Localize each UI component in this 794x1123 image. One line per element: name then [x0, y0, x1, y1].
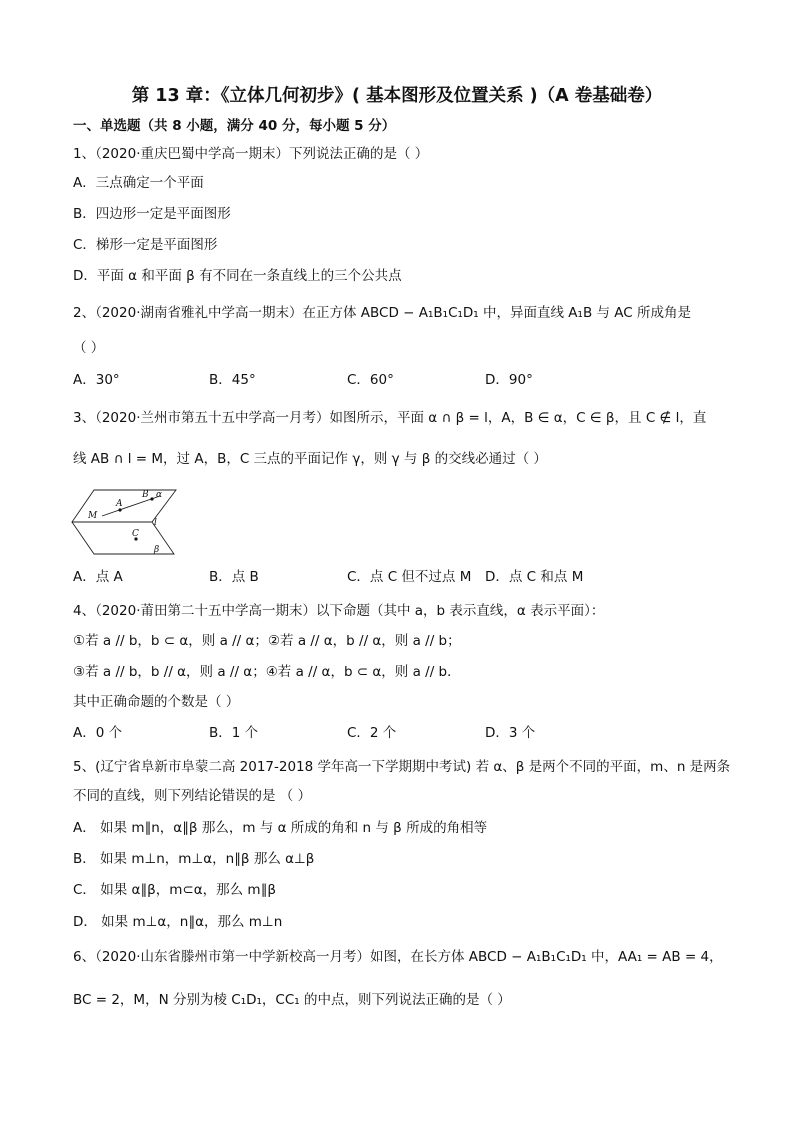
label-a: A: [116, 499, 123, 509]
question-5-option-d: D． 如果 m⊥α，n∥α，那么 m⊥n: [73, 914, 283, 930]
question-3-option-a: A．点 A: [73, 569, 123, 585]
label-b: B: [142, 490, 149, 500]
two-planes-figure: [70, 488, 182, 560]
label-m: M: [88, 511, 98, 521]
label-l: l: [154, 518, 157, 528]
question-6-stem-line-2: BC = 2，M，N 分别为棱 C₁D₁，CC₁ 的中点，则下列说法正确的是（ ）: [73, 992, 511, 1008]
question-4-option-d: D．3 个: [485, 725, 536, 741]
question-4-option-b: B．1 个: [209, 725, 259, 741]
question-5-option-b: B． 如果 m⊥n，m⊥α，n∥β 那么 α⊥β: [73, 851, 315, 867]
label-alpha: α: [156, 490, 163, 500]
question-3-option-b: B．点 B: [209, 569, 259, 585]
question-3-stem-line-2: 线 AB ∩ l = M，过 A，B，C 三点的平面记作 γ，则 γ 与 β 的交线必通过（ ）: [73, 451, 547, 467]
question-3-stem-line-1: 3、（2020·兰州市第五十五中学高一月考）如图所示，平面 α ∩ β = l，A，B ∈ α，C ∈ β，且 C ∉ l，直: [73, 410, 707, 426]
question-4-option-a: A．0 个: [73, 725, 123, 741]
question-4-option-c: C．2 个: [347, 725, 397, 741]
question-5-option-a: A． 如果 m∥n，α∥β 那么，m 与 α 所成的角和 n 与 β 所成的角相等: [73, 820, 488, 836]
question-1-option-a: A．三点确定一个平面: [73, 175, 204, 191]
question-4-stem-line-1: 4、（2020·莆田第二十五中学高一期末）以下命题（其中 a，b 表示直线，α 表示平面）：: [73, 603, 605, 619]
point-b: [150, 497, 153, 500]
question-1-option-b: B．四边形一定是平面图形: [73, 206, 231, 222]
section-heading: 一、单选题（共 8 小题，满分 40 分，每小题 5 分）: [73, 118, 396, 134]
question-5-stem-line-2: 不同的直线，则下列结论错误的是 （ ）: [73, 788, 312, 804]
question-2-stem-line-1: 2、（2020·湖南省雅礼中学高一期末）在正方体 ABCD − A₁B₁C₁D₁ 中，异面直线 A₁B 与 AC 所成角是: [73, 305, 692, 321]
question-2-option-d: D．90°: [485, 372, 533, 388]
question-2-stem-line-2: （ ）: [73, 340, 105, 356]
question-1-option-c: C．梯形一定是平面图形: [73, 237, 218, 253]
question-2-option-c: C．60°: [347, 372, 394, 388]
label-c: C: [132, 529, 139, 539]
question-6-stem-line-1: 6、（2020·山东省滕州市第一中学新校高一月考）如图，在长方体 ABCD − A₁B₁C₁D₁ 中，AA₁ = AB = 4，: [73, 949, 723, 965]
question-4-stem-line-3: ③若 a // b，b // α，则 a // α；④若 a // α，b ⊂ α，则 a // b．: [73, 664, 461, 680]
question-2-option-b: B．45°: [209, 372, 256, 388]
question-3-option-c: C．点 C 但不过点 M: [347, 569, 472, 585]
label-beta: β: [154, 545, 160, 555]
question-1-stem: 1、（2020·重庆巴蜀中学高一期末）下列说法正确的是（ ）: [73, 146, 429, 162]
question-4-stem-line-2: ①若 a // b，b ⊂ α，则 a // α；②若 a // α，b // α，则 a // b；: [73, 633, 461, 649]
question-5-option-c: C． 如果 α∥β，m⊂α，那么 m∥β: [73, 882, 276, 898]
page-title: 第 13 章：《立体几何初步》( 基本图形及位置关系 )（A 卷基础卷）: [131, 86, 663, 106]
question-5-stem-line-1: 5、(辽宁省阜新市阜蒙二高 2017-2018 学年高一下学期期中考试) 若 α、β 是两个不同的平面，m、n 是两条: [73, 759, 731, 775]
question-2-option-a: A．30°: [73, 372, 120, 388]
question-3-option-d: D．点 C 和点 M: [485, 569, 584, 585]
question-4-stem-line-4: 其中正确命题的个数是（ ）: [73, 694, 240, 710]
question-1-option-d: D．平面 α 和平面 β 有不同在一条直线上的三个公共点: [73, 268, 402, 284]
